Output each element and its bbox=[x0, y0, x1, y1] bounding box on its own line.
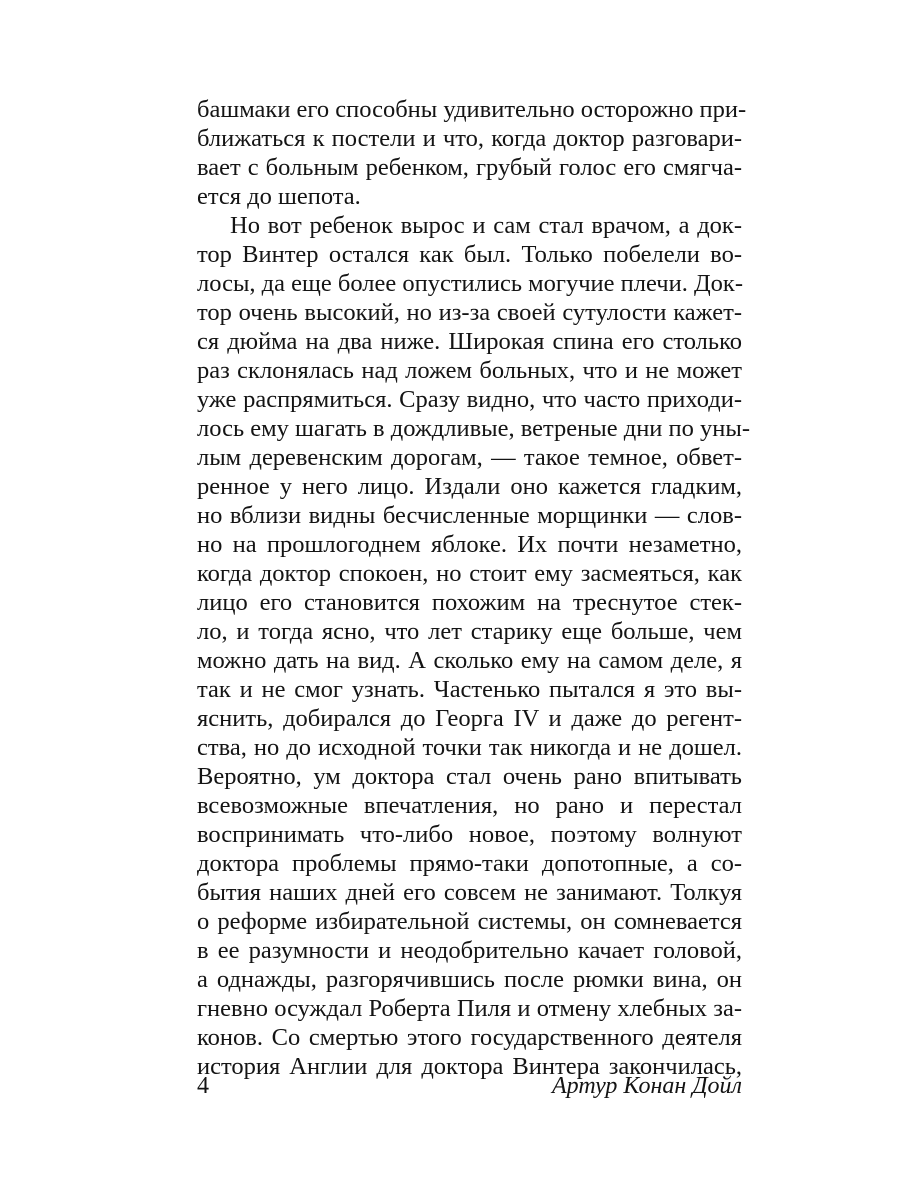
body-text bbox=[197, 95, 751, 1081]
text-line: Вероятно, ум доктора стал очень рано впитывать bbox=[197, 763, 742, 790]
text-line: уже распрямиться. Сразу видно, что часто приходи- bbox=[197, 386, 742, 413]
text-line: в ее разумности и неодобрительно качает головой, bbox=[197, 937, 742, 964]
text-line: ства, но до исходной точки так никогда и не дошел. bbox=[197, 734, 742, 761]
text-line: лосы, да еще более опустились могучие плечи. Док- bbox=[197, 270, 743, 297]
text-line: когда доктор спокоен, но стоит ему засмеяться, как bbox=[197, 560, 742, 587]
text-line: ло, и тогда ясно, что лет старику еще больше, чем bbox=[197, 618, 742, 645]
text-line: можно дать на вид. А сколько ему на самом деле, я bbox=[197, 647, 742, 674]
text-line: гневно осуждал Роберта Пиля и отмену хлебных за- bbox=[197, 995, 742, 1022]
text-line: башмаки его способны удивительно осторожно при- bbox=[197, 96, 747, 123]
text-line: история Англии для доктора Винтера закончилась, bbox=[197, 1053, 742, 1080]
text-line: лось ему шагать в дождливые, ветреные дни по уны- bbox=[197, 415, 751, 442]
text-line: ся дюйма на два ниже. Широкая спина его столько bbox=[197, 328, 742, 355]
paragraph-1 bbox=[197, 95, 747, 211]
text-line: а однажды, разгорячившись после рюмки вина, он bbox=[197, 966, 742, 993]
page-number: 4 bbox=[197, 1073, 209, 1099]
text-line: так и не смог узнать. Частенько пытался я это вы- bbox=[197, 676, 742, 703]
text-line: доктора проблемы прямо-таки допотопные, а со- bbox=[197, 850, 742, 877]
running-footer-author: Артур Конан Дойл bbox=[552, 1073, 742, 1099]
text-line: но вблизи видны бесчисленные морщинки — слов- bbox=[197, 502, 742, 529]
text-line: лым деревенским дорогам, — такое темное, обвет- bbox=[197, 444, 742, 471]
text-line: всевозможные впечатления, но рано и перестал bbox=[197, 792, 742, 819]
paragraph-2 bbox=[197, 211, 751, 1081]
text-line: бытия наших дней его совсем не занимают. Толкуя bbox=[197, 879, 742, 906]
text-line: яснить, добирался до Георга IV и даже до регент- bbox=[197, 705, 742, 732]
text-line: лицо его становится похожим на треснутое стек- bbox=[197, 589, 742, 616]
text-line: ближаться к постели и что, когда доктор разговари- bbox=[197, 125, 742, 152]
text-line: воспринимать что-либо новое, поэтому волнуют bbox=[197, 821, 742, 848]
text-line: но на прошлогоднем яблоке. Их почти незаметно, bbox=[197, 531, 742, 558]
text-line: о реформе избирательной системы, он сомневается bbox=[197, 908, 742, 935]
text-line: тор Винтер остался как был. Только побелели во- bbox=[197, 241, 742, 268]
text-line: раз склонялась над ложем больных, что и не может bbox=[197, 357, 742, 384]
text-line: ренное у него лицо. Издали оно кажется гладким, bbox=[197, 473, 742, 500]
text-line: Но вот ребенок вырос и сам стал врачом, а док- bbox=[230, 212, 742, 239]
text-line: тор очень высокий, но из-за своей сутулости кажет- bbox=[197, 299, 742, 326]
text-line: конов. Со смертью этого государственного деятеля bbox=[197, 1024, 742, 1051]
text-line: ется до шепота. bbox=[197, 183, 361, 210]
text-line: вает с больным ребенком, грубый голос его смягча- bbox=[197, 154, 742, 181]
